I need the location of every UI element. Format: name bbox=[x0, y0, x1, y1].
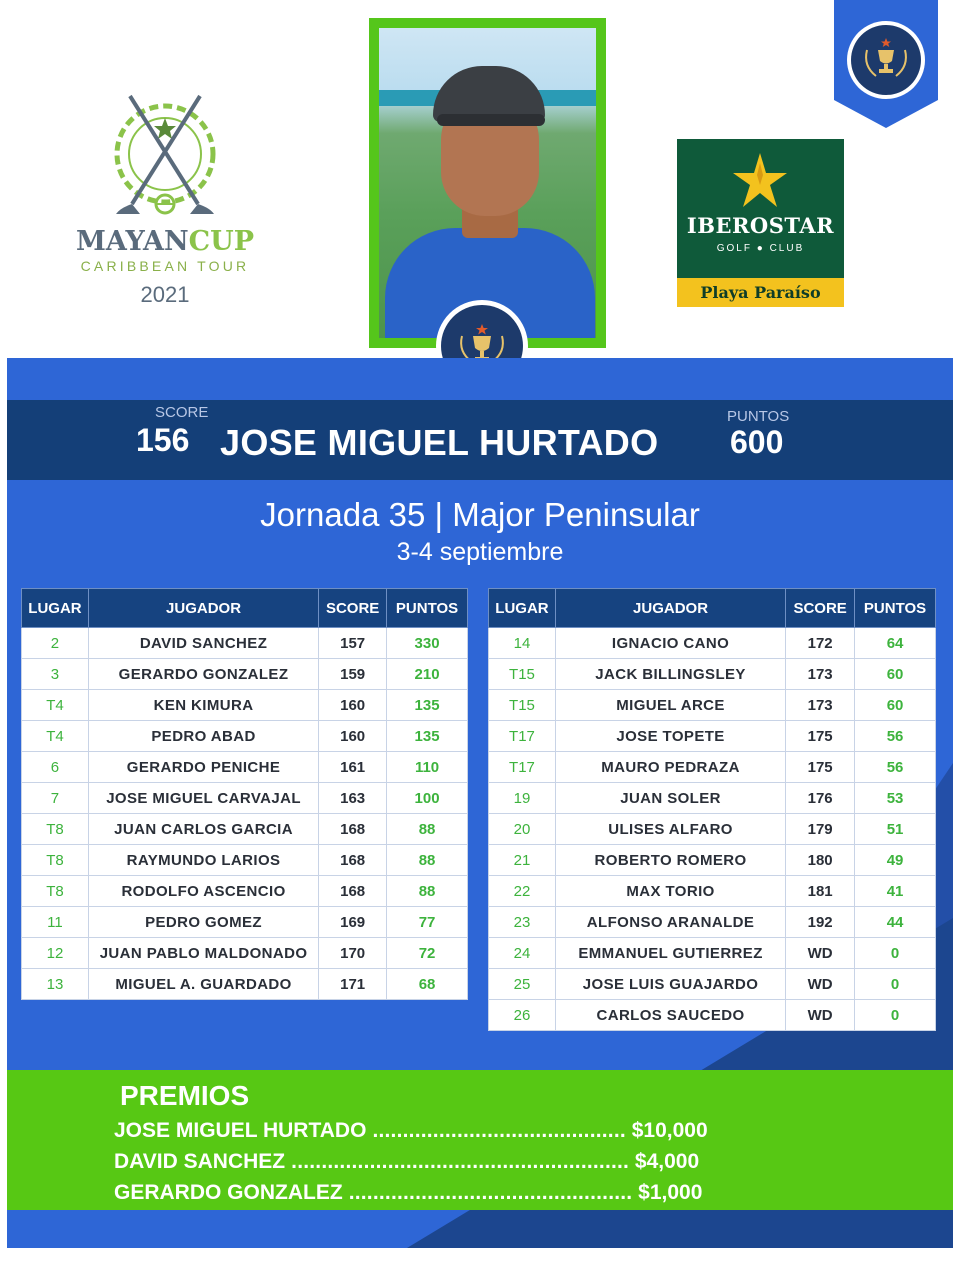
table-row bbox=[22, 845, 468, 876]
score-cell: WD bbox=[786, 969, 855, 1000]
points-cell: 88 bbox=[387, 814, 468, 845]
winner-name: JOSE MIGUEL HURTADO bbox=[220, 422, 659, 463]
points-cell: 0 bbox=[855, 969, 936, 1000]
points-cell: 72 bbox=[387, 938, 468, 969]
position-cell: 22 bbox=[489, 876, 556, 907]
event-title: Jornada 35 | Major Peninsular bbox=[260, 496, 700, 533]
score-cell: 181 bbox=[786, 876, 855, 907]
player-cell: ULISES ALFARO bbox=[555, 814, 785, 845]
col-header-jugador: JUGADOR bbox=[555, 589, 785, 628]
table-row bbox=[489, 783, 936, 814]
position-cell: 11 bbox=[22, 907, 89, 938]
position-cell: T4 bbox=[22, 721, 89, 752]
player-cell: RAYMUNDO LARIOS bbox=[88, 845, 318, 876]
prize-line: GERARDO GONZALEZ ............................................... $1,000 bbox=[114, 1181, 703, 1204]
table-row bbox=[489, 721, 936, 752]
points-cell: 53 bbox=[855, 783, 936, 814]
ribbon-badge bbox=[834, 0, 938, 128]
player-cell: JUAN CARLOS GARCIA bbox=[88, 814, 318, 845]
position-cell: 23 bbox=[489, 907, 556, 938]
mayan-cup-subtitle: CARIBBEAN TOUR bbox=[80, 258, 250, 274]
col-header-lugar: LUGAR bbox=[22, 589, 89, 628]
player-cell: GERARDO PENICHE bbox=[88, 752, 318, 783]
points-cell: 0 bbox=[855, 938, 936, 969]
position-cell: T15 bbox=[489, 690, 556, 721]
position-cell: T15 bbox=[489, 659, 556, 690]
position-cell: T17 bbox=[489, 752, 556, 783]
table-row bbox=[22, 721, 468, 752]
position-cell: 6 bbox=[22, 752, 89, 783]
winner-photo bbox=[379, 28, 596, 338]
position-cell: 24 bbox=[489, 938, 556, 969]
points-cell: 330 bbox=[387, 628, 468, 659]
position-cell: 12 bbox=[22, 938, 89, 969]
player-cell: MIGUEL ARCE bbox=[555, 690, 785, 721]
col-header-score: SCORE bbox=[319, 589, 387, 628]
points-cell: 135 bbox=[387, 690, 468, 721]
position-cell: 7 bbox=[22, 783, 89, 814]
player-cell: JOSE TOPETE bbox=[555, 721, 785, 752]
player-cell: PEDRO ABAD bbox=[88, 721, 318, 752]
position-cell: 19 bbox=[489, 783, 556, 814]
table-row bbox=[22, 783, 468, 814]
winner-score: 156 bbox=[136, 422, 190, 458]
points-cell: 56 bbox=[855, 752, 936, 783]
position-cell: T8 bbox=[22, 814, 89, 845]
score-cell: 171 bbox=[319, 969, 387, 1000]
points-cell: 56 bbox=[855, 721, 936, 752]
col-header-lugar: LUGAR bbox=[489, 589, 556, 628]
prize-line: JOSE MIGUEL HURTADO .......................................... $10,000 bbox=[114, 1119, 708, 1142]
table-row bbox=[22, 938, 468, 969]
score-cell: 192 bbox=[786, 907, 855, 938]
results-panel bbox=[7, 358, 953, 1248]
score-cell: 161 bbox=[319, 752, 387, 783]
score-cell: WD bbox=[786, 1000, 855, 1031]
position-cell: 20 bbox=[489, 814, 556, 845]
position-cell: 14 bbox=[489, 628, 556, 659]
table-row bbox=[489, 814, 936, 845]
score-cell: 157 bbox=[319, 628, 387, 659]
points-cell: 51 bbox=[855, 814, 936, 845]
table-row bbox=[489, 876, 936, 907]
player-cell: DAVID SANCHEZ bbox=[88, 628, 318, 659]
player-cell: JUAN PABLO MALDONADO bbox=[88, 938, 318, 969]
score-cell: 168 bbox=[319, 876, 387, 907]
player-cell: JOSE LUIS GUAJARDO bbox=[555, 969, 785, 1000]
player-cell: MAX TORIO bbox=[555, 876, 785, 907]
table-row bbox=[489, 969, 936, 1000]
score-cell: 168 bbox=[319, 845, 387, 876]
points-cell: 88 bbox=[387, 876, 468, 907]
winner-photo-frame bbox=[369, 18, 606, 348]
player-cell: CARLOS SAUCEDO bbox=[555, 1000, 785, 1031]
mayan-cup-logo bbox=[60, 92, 270, 312]
player-cell: JACK BILLINGSLEY bbox=[555, 659, 785, 690]
winner-points: 600 bbox=[730, 424, 784, 460]
points-cell: 68 bbox=[387, 969, 468, 1000]
position-cell: T8 bbox=[22, 876, 89, 907]
score-cell: 173 bbox=[786, 690, 855, 721]
col-header-score: SCORE bbox=[786, 589, 855, 628]
score-cell: 175 bbox=[786, 721, 855, 752]
player-cell: ROBERTO ROMERO bbox=[555, 845, 785, 876]
table-row bbox=[489, 628, 936, 659]
position-cell: 21 bbox=[489, 845, 556, 876]
table-row bbox=[489, 752, 936, 783]
score-cell: 180 bbox=[786, 845, 855, 876]
score-cell: 169 bbox=[319, 907, 387, 938]
points-cell: 60 bbox=[855, 659, 936, 690]
event-date: 3-4 septiembre bbox=[396, 538, 564, 566]
points-cell: 77 bbox=[387, 907, 468, 938]
table-row bbox=[22, 752, 468, 783]
mayan-cup-year: 2021 bbox=[140, 282, 190, 307]
points-cell: 44 bbox=[855, 907, 936, 938]
points-cell: 60 bbox=[855, 690, 936, 721]
player-cell: GERARDO GONZALEZ bbox=[88, 659, 318, 690]
score-cell: 176 bbox=[786, 783, 855, 814]
crossed-golf-clubs-icon bbox=[110, 92, 220, 224]
prizes-title: PREMIOS bbox=[120, 1080, 250, 1111]
iberostar-club: GOLF ● CLUB bbox=[716, 243, 805, 254]
points-label: PUNTOS bbox=[727, 408, 790, 425]
header-area bbox=[0, 0, 960, 360]
points-cell: 88 bbox=[387, 845, 468, 876]
table-row bbox=[489, 690, 936, 721]
table-row bbox=[489, 659, 936, 690]
mayan-cup-wordmark: MAYANCUP bbox=[75, 226, 254, 257]
position-cell: 2 bbox=[22, 628, 89, 659]
table-row bbox=[489, 938, 936, 969]
player-cell: PEDRO GOMEZ bbox=[88, 907, 318, 938]
points-cell: 110 bbox=[387, 752, 468, 783]
player-cell: JUAN SOLER bbox=[555, 783, 785, 814]
points-cell: 210 bbox=[387, 659, 468, 690]
points-cell: 41 bbox=[855, 876, 936, 907]
score-cell: 179 bbox=[786, 814, 855, 845]
iberostar-location: Playa Paraíso bbox=[677, 278, 844, 307]
standings-table-right bbox=[488, 588, 936, 1031]
star-icon bbox=[729, 151, 791, 211]
score-cell: 159 bbox=[319, 659, 387, 690]
position-cell: T4 bbox=[22, 690, 89, 721]
position-cell: 3 bbox=[22, 659, 89, 690]
points-cell: 135 bbox=[387, 721, 468, 752]
player-cell: JOSE MIGUEL CARVAJAL bbox=[88, 783, 318, 814]
score-cell: 173 bbox=[786, 659, 855, 690]
player-cell: IGNACIO CANO bbox=[555, 628, 785, 659]
score-cell: WD bbox=[786, 938, 855, 969]
points-cell: 49 bbox=[855, 845, 936, 876]
iberostar-name: IBEROSTAR bbox=[686, 213, 835, 238]
table-row bbox=[22, 907, 468, 938]
points-cell: 64 bbox=[855, 628, 936, 659]
table-row bbox=[22, 659, 468, 690]
prize-line: DAVID SANCHEZ ........................................................ $4,000 bbox=[114, 1150, 700, 1173]
score-cell: 160 bbox=[319, 690, 387, 721]
player-cell: EMMANUEL GUTIERREZ bbox=[555, 938, 785, 969]
table-row bbox=[22, 814, 468, 845]
score-cell: 175 bbox=[786, 752, 855, 783]
player-cell: KEN KIMURA bbox=[88, 690, 318, 721]
position-cell: 13 bbox=[22, 969, 89, 1000]
winner-band bbox=[7, 400, 953, 480]
score-label: SCORE bbox=[155, 404, 209, 421]
score-cell: 163 bbox=[319, 783, 387, 814]
player-cell: RODOLFO ASCENCIO bbox=[88, 876, 318, 907]
score-cell: 172 bbox=[786, 628, 855, 659]
prizes-section bbox=[7, 1070, 953, 1210]
position-cell: T17 bbox=[489, 721, 556, 752]
points-cell: 100 bbox=[387, 783, 468, 814]
score-cell: 170 bbox=[319, 938, 387, 969]
col-header-puntos: PUNTOS bbox=[387, 589, 468, 628]
position-cell: 26 bbox=[489, 1000, 556, 1031]
table-row bbox=[489, 1000, 936, 1031]
col-header-puntos: PUNTOS bbox=[855, 589, 936, 628]
player-cell: MAURO PEDRAZA bbox=[555, 752, 785, 783]
table-row bbox=[489, 845, 936, 876]
table-row bbox=[22, 969, 468, 1000]
iberostar-logo bbox=[677, 139, 844, 307]
points-cell: 0 bbox=[855, 1000, 936, 1031]
table-row bbox=[489, 907, 936, 938]
score-cell: 160 bbox=[319, 721, 387, 752]
table-row bbox=[22, 876, 468, 907]
player-cell: ALFONSO ARANALDE bbox=[555, 907, 785, 938]
table-row bbox=[22, 690, 468, 721]
standings-table-left bbox=[21, 588, 468, 1000]
score-cell: 168 bbox=[319, 814, 387, 845]
player-cell: MIGUEL A. GUARDADO bbox=[88, 969, 318, 1000]
position-cell: T8 bbox=[22, 845, 89, 876]
table-row bbox=[22, 628, 468, 659]
position-cell: 25 bbox=[489, 969, 556, 1000]
col-header-jugador: JUGADOR bbox=[88, 589, 318, 628]
